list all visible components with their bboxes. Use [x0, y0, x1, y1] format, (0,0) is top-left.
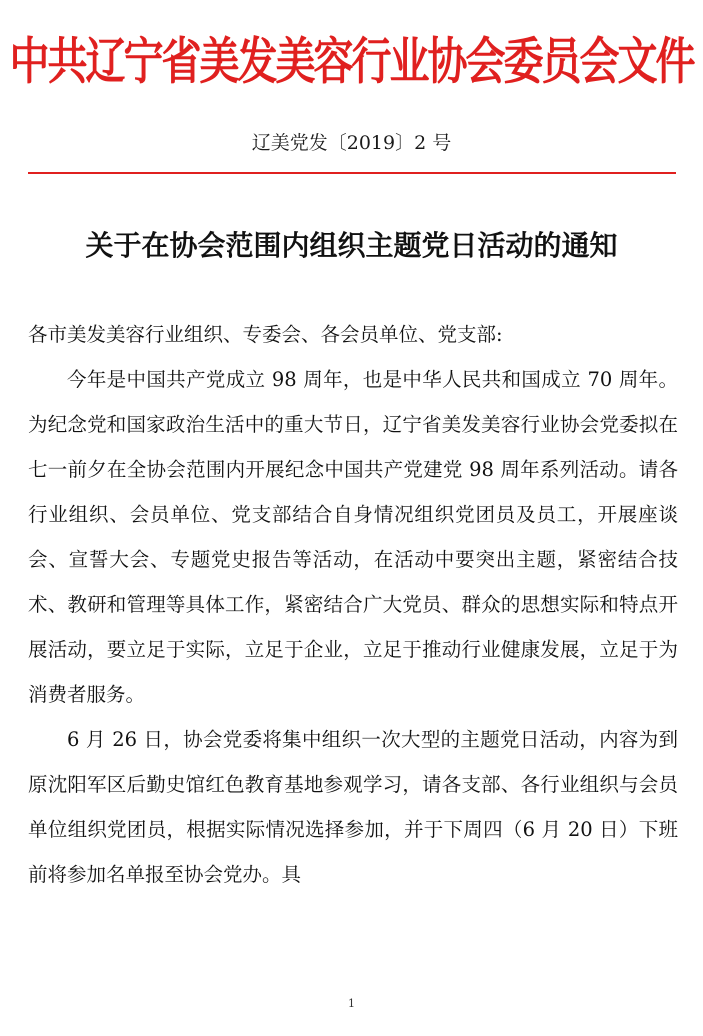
document-header: 中共辽宁省美发美容行业协会委员会文件 — [9, 32, 694, 91]
red-divider-line — [28, 172, 676, 174]
salutation: 各市美发美容行业组织、专委会、各会员单位、党支部: — [28, 323, 503, 346]
document-body — [28, 312, 678, 897]
document-number: 辽美党发〔2019〕2 号 — [251, 132, 452, 154]
body-paragraph: 今年是中国共产党成立 98 周年，也是中华人民共和国成立 70 周年。为纪念党和国家政治生活中的重大节日，辽宁省美发美容行业协会党委拟在七一前夕在全协会范围内开展纪念中国共产党建党 98 周年系列活动。请各行业组织、会员单位、党支部结合自身情况组织党团员及员工，开展座谈会、宣誓大会、专题党史报告等活动，在活动中要突出主题，紧密结合技术、教研和管理等具体工作，紧密结合广大党员、群众的思想实际和特点开展活动，要立足于实际，立足于企业，立足于推动行业健康发展，立足于为消费者服务。 — [28, 368, 678, 706]
page-number: 1 — [348, 997, 355, 1010]
notice-title: 关于在协会范围内组织主题党日活动的通知 — [85, 229, 618, 262]
body-paragraph: 6 月 26 日，协会党委将集中组织一次大型的主题党日活动，内容为到原沈阳军区后勤史馆红色教育基地参观学习，请各支部、各行业组织与会员单位组织党团员，根据实际情况选择参加，并于下周四（6 月 20 日）下班前将参加名单报至协会党办。具 — [28, 728, 678, 886]
